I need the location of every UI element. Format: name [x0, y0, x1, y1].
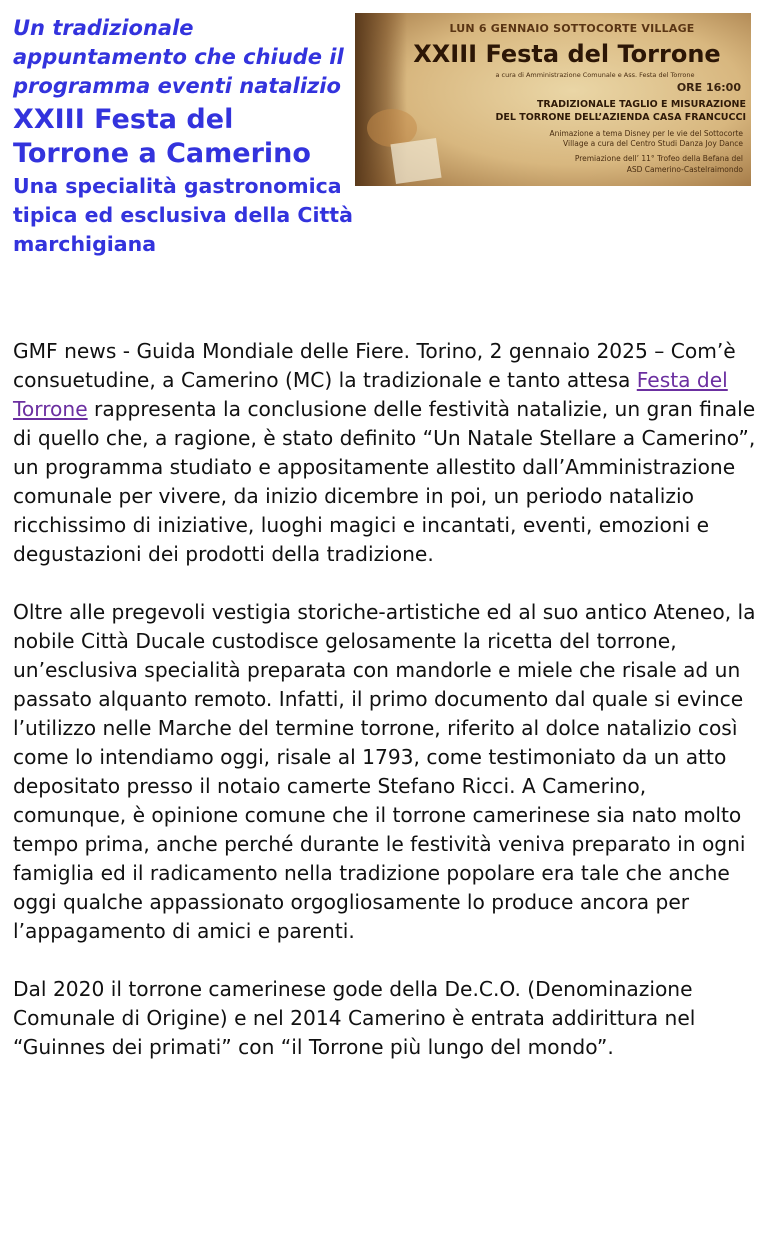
article-body [13, 337, 758, 1091]
paragraph-text: rappresenta la conclusione delle festività natalizie, un gran finale di quello che, a ragione, è stato definito “Un Natale Stellare a Camerino”, un programma studiato e appositamente allestito dall’Amministrazione comunale per vivere, da inizio dicembre in poi, un periodo natalizio ricchissimo di iniziative, luoghi magici e incantati, eventi, emozioni e degustazioni dei prodotti della tradizione. [13, 397, 756, 566]
poster-title: XXIII Festa del Torrone [413, 40, 721, 68]
poster-decoration [390, 138, 441, 184]
poster-headline-line: TRADIZIONALE TAGLIO E MISURAZIONE [536, 99, 746, 110]
poster-detail-line: Animazione a tema Disney per le vie del Sottocorte [549, 129, 743, 138]
poster-detail-line: Premiazione dell’ 11° Trofeo della Befana del [574, 154, 743, 163]
article-paragraph: Dal 2020 il torrone camerinese gode della De.C.O. (Denominazione Comunale di Origine) e nel 2014 Camerino è entrata addirittura nel “Guinnes dei primati” con “il Torrone più lungo del mondo”. [13, 977, 696, 1059]
article-kicker: Un tradizionale appuntamento che chiude il programma eventi natalizio [13, 16, 344, 98]
poster-headline-line: DEL TORRONE DELL’AZIENDA CASA FRANCUCCI [495, 112, 746, 123]
article-paragraph: Oltre alle pregevoli vestigia storiche-artistiche ed al suo antico Ateneo, la nobile Città Ducale custodisce gelosamente la ricetta del torrone, un’esclusiva specialità preparata con mandorle e miele che risale ad un passato alquanto remoto. Infatti, il primo documento dal quale si evince l’utilizzo nelle Marche del termine torrone, riferito al dolce natalizio così come lo intendiamo oggi, risale al 1793, come testimoniato da un atto depositato presso il notaio camerte Stefano Ricci. A Camerino, comunque, è opinione comune che il torrone camerinese sia nato molto tempo prima, anche perché durante le festività veniva preparato in ogni famiglia ed il radicamento nella tradizione popolare era tale che anche oggi qualche appassionato orgogliosamente lo produce ancora per l’appagamento di amici e parenti. [13, 600, 756, 943]
poster-date-location: LUN 6 GENNAIO SOTTOCORTE VILLAGE [449, 22, 695, 35]
paragraph-text: GMF news - Guida Mondiale delle Fiere. Torino, 2 gennaio 2025 – Com’è consuetudine, a Camerino (MC) la tradizionale e tanto attesa [13, 339, 736, 392]
poster-organizer: a cura di Amministrazione Comunale e Ass. Festa del Torrone [495, 71, 695, 79]
poster-detail-line: Village a cura del Centro Studi Danza Joy Dance [563, 139, 743, 148]
poster-time: ORE 16:00 [676, 81, 741, 94]
article-header [13, 14, 356, 259]
festa-del-torrone-link[interactable]: Festa del Torrone [13, 368, 728, 421]
event-poster-image [355, 13, 751, 186]
article-paragraph [13, 337, 758, 569]
poster-detail-line: ASD Camerino-Castelraimondo [626, 165, 743, 174]
article-subtitle: Una specialità gastronomica tipica ed esclusiva della Città marchigiana [13, 174, 353, 256]
article-title: XXIII Festa del Torrone a Camerino [13, 104, 311, 169]
